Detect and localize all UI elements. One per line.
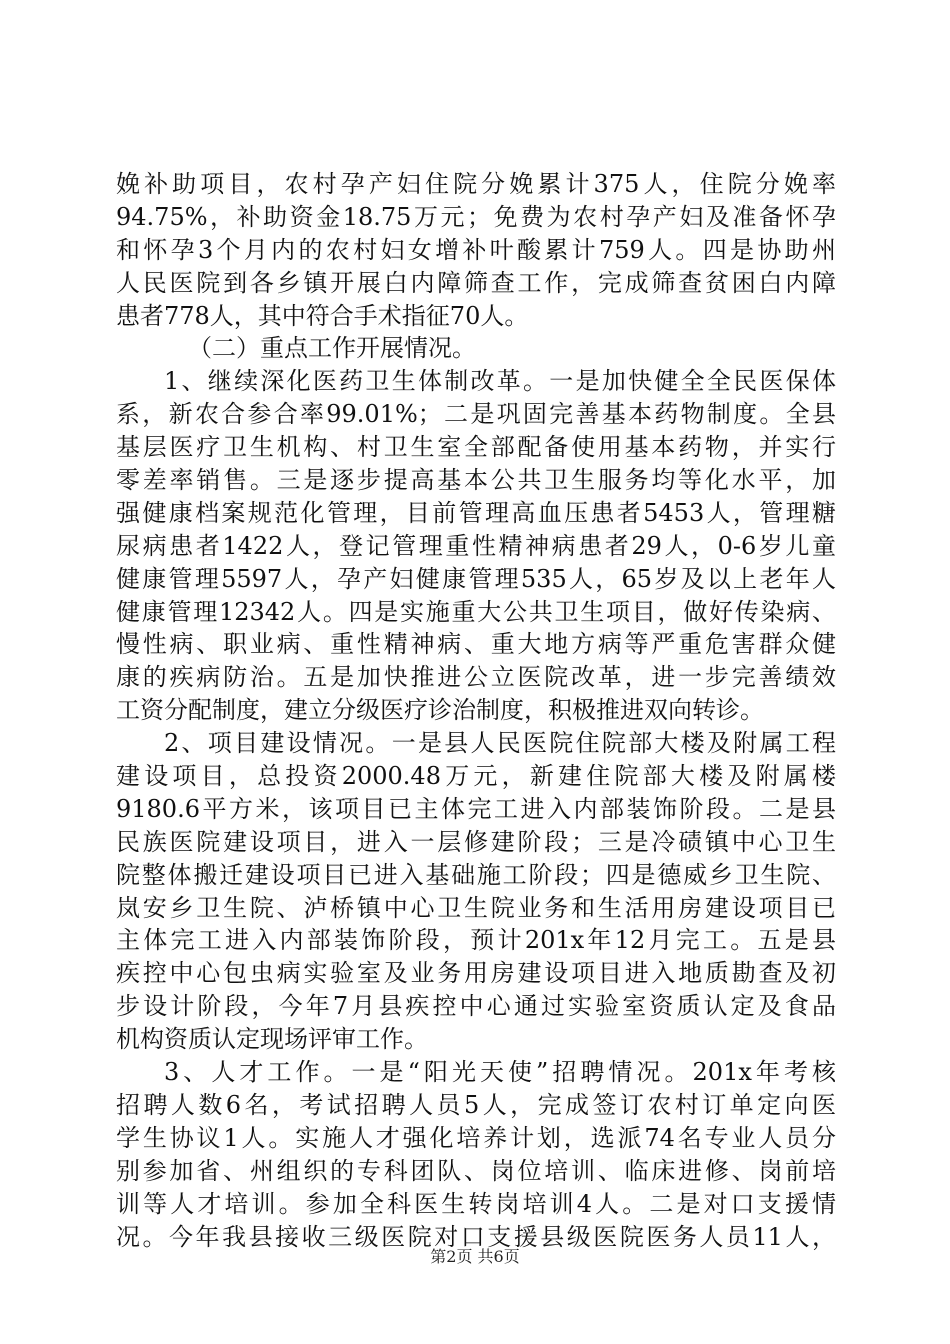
- paragraph-first-line: 2、项目建设情况。一是县人民医院住院部大楼及附属工程: [164, 729, 836, 758]
- text-line: 基层医疗卫生机构、村卫生室全部配备使用基本药物，并实行: [116, 433, 836, 462]
- section-heading: （二）重点工作开展情况。: [188, 334, 476, 363]
- text-line: 9180.6平方米，该项目已主体完工进入内部装饰阶段。二是县: [116, 794, 836, 823]
- text-line: 招聘人数6名，考试招聘人员5人，完成签订农村订单定向医: [116, 1090, 836, 1119]
- text-line: 学生协议1人。实施人才强化培养计划，选派74名专业人员分: [116, 1123, 836, 1152]
- text-line: 主体完工进入内部装饰阶段，预计201x年12月完工。五是县: [116, 926, 836, 955]
- text-line: 建设项目，总投资2000.48万元，新建住院部大楼及附属楼: [116, 762, 836, 791]
- text-line: 院整体搬迁建设项目已进入基础施工阶段；四是德威乡卫生院、: [116, 860, 836, 889]
- text-line: 和怀孕3个月内的农村妇女增补叶酸累计759人。四是协助州: [116, 235, 836, 264]
- text-line: 健康管理5597人，孕产妇健康管理535人，65岁及以上老年人: [116, 564, 836, 593]
- text-line: 人民医院到各乡镇开展白内障筛查工作，完成筛查贫困白内障: [116, 268, 836, 297]
- document-body: [116, 168, 836, 1253]
- paragraph-first-line: 3、人才工作。一是“阳光天使”招聘情况。201x年考核: [164, 1058, 836, 1087]
- text-line: 岚安乡卫生院、泸桥镇中心卫生院业务和生活用房建设项目已: [116, 893, 836, 922]
- text-line: 别参加省、州组织的专科团队、岗位培训、临床进修、岗前培: [116, 1156, 836, 1185]
- text-line: 慢性病、职业病、重性精神病、重大地方病等严重危害群众健: [116, 630, 836, 659]
- text-line: 民族医院建设项目，进入一层修建阶段；三是冷碛镇中心卫生: [116, 827, 836, 856]
- text-line: 患者778人，其中符合手术指征70人。: [116, 301, 529, 330]
- text-line: 况。今年我县接收三级医院对口支援县级医院医务人员11人，: [116, 1222, 836, 1251]
- text-line: 强健康档案规范化管理，目前管理高血压患者5453人，管理糖: [116, 498, 836, 527]
- text-line: 零差率销售。三是逐步提高基本公共卫生服务均等化水平，加: [116, 466, 836, 495]
- text-line: 康的疾病防治。五是加快推进公立医院改革，进一步完善绩效: [116, 663, 836, 692]
- paragraph-first-line: 1、继续深化医药卫生体制改革。一是加快健全全民医保体: [164, 367, 836, 396]
- text-line: 健康管理12342人。四是实施重大公共卫生项目，做好传染病、: [116, 597, 836, 626]
- text-line: 娩补助项目，农村孕产妇住院分娩累计375人，住院分娩率: [116, 170, 836, 198]
- text-line: 机构资质认定现场评审工作。: [116, 1025, 428, 1054]
- text-line: 系，新农合参合率99.01%；二是巩固完善基本药物制度。全县: [116, 400, 836, 429]
- text-line: 训等人才培训。参加全科医生转岗培训4人。二是对口支援情: [116, 1189, 836, 1218]
- text-line: 尿病患者1422人，登记管理重性精神病患者29人，0-6岁儿童: [116, 531, 836, 560]
- text-line: 94.75%，补助资金18.75万元；免费为农村孕产妇及准备怀孕: [116, 202, 836, 231]
- page-footer: 第2页 共6页: [430, 1247, 520, 1266]
- text-line: 工资分配制度，建立分级医疗诊治制度，积极推进双向转诊。: [116, 696, 764, 725]
- text-line: 疾控中心包虫病实验室及业务用房建设项目进入地质勘查及初: [116, 959, 836, 988]
- text-line: 步设计阶段，今年7月县疾控中心通过实验室资质认定及食品: [116, 992, 836, 1021]
